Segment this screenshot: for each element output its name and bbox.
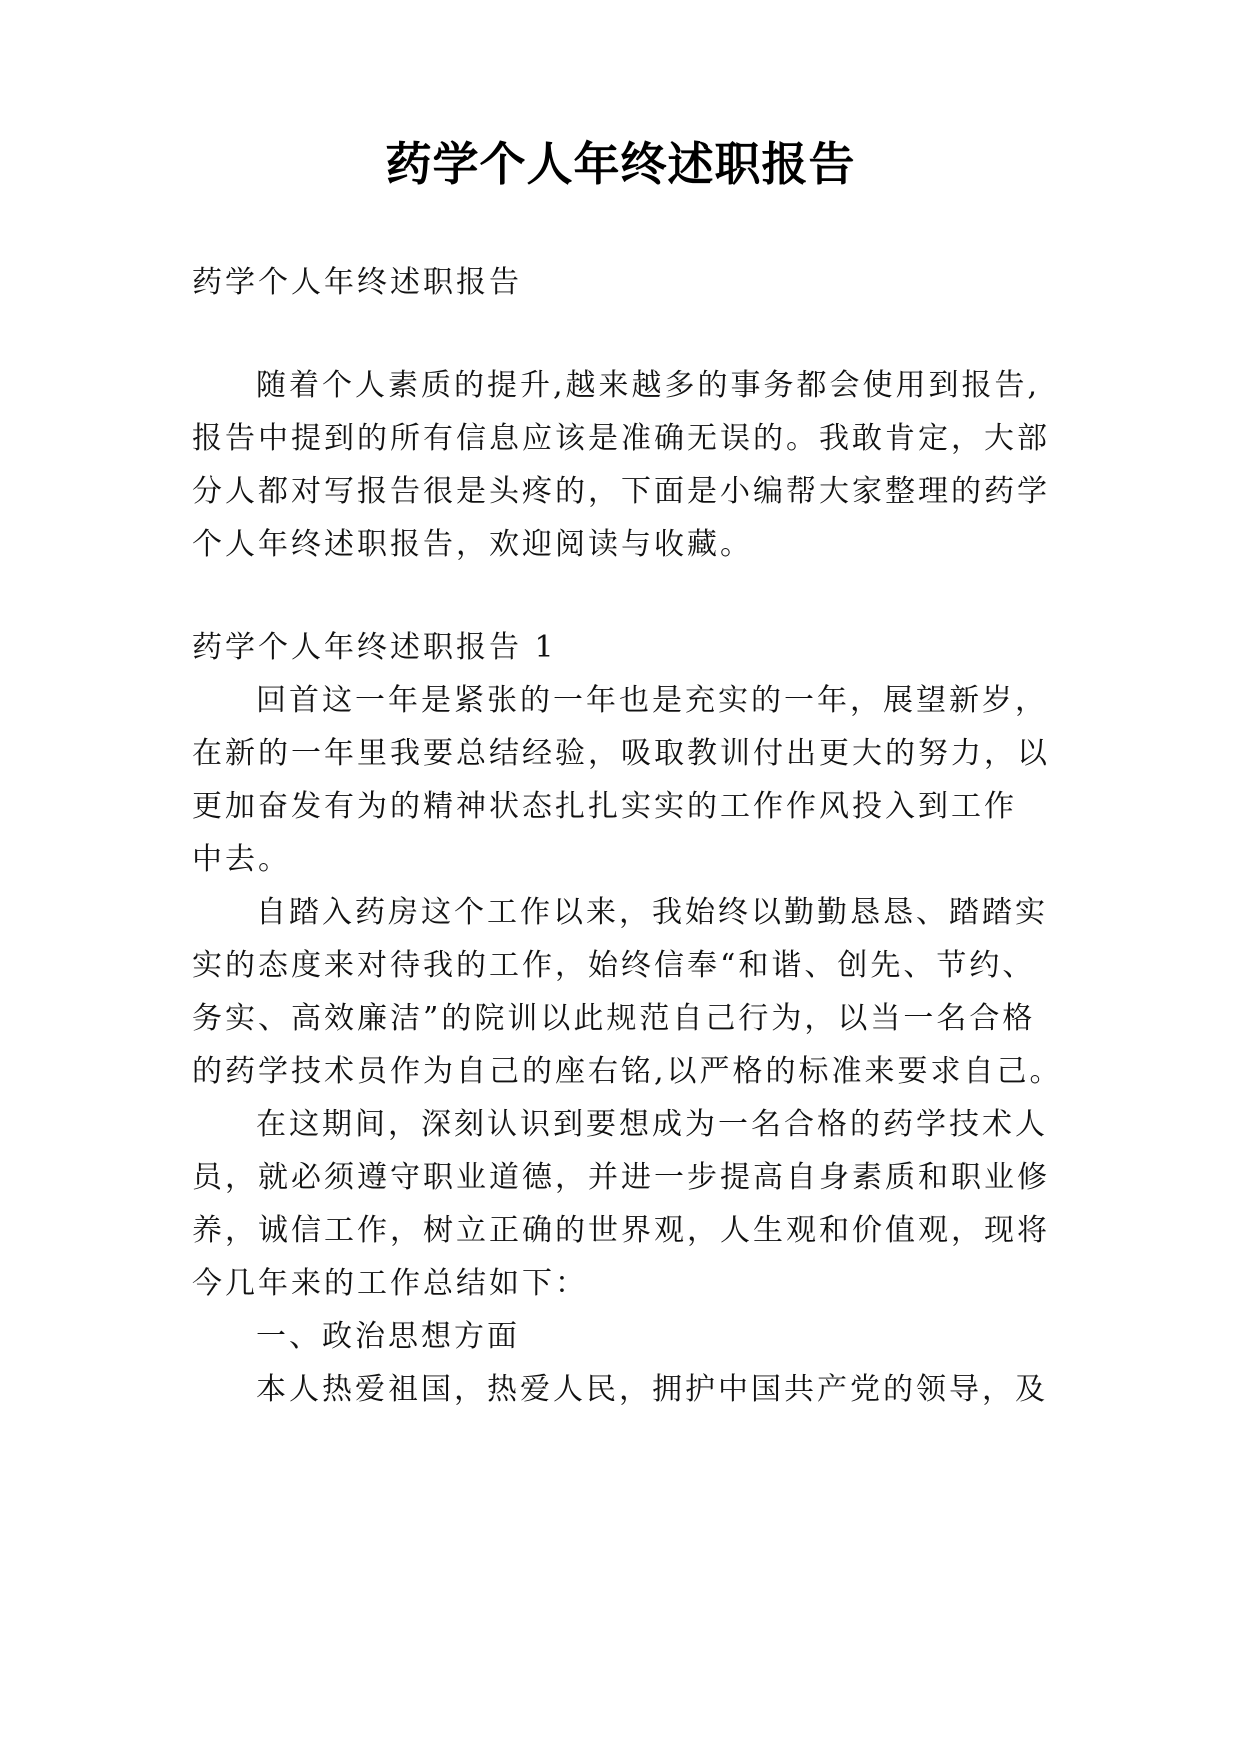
paragraph-line: 实的态度来对待我的工作，始终信奉“和谐、创先、节约、 [192,948,1036,983]
paragraph-line: 在新的一年里我要总结经验，吸取教训付出更大的努力，以 [192,736,1050,771]
paragraph-line: 更加奋发有为的精神状态扎扎实实的工作作风投入到工作 [192,789,1017,824]
subheading: 一、政治思想方面 [256,1319,520,1354]
paragraph-line: 员，就必须遵守职业道德，并进一步提高自身素质和职业修 [192,1160,1050,1195]
paragraph-line: 在这期间，深刻认识到要想成为一名合格的药学技术人 [256,1107,1048,1142]
intro-line: 报告中提到的所有信息应该是准确无误的。我敢肯定，大部 [192,421,1050,456]
document-subtitle: 药学个人年终述职报告 [192,265,522,300]
section-heading: 药学个人年终述职报告 1 [192,630,557,665]
paragraph-line: 务实、高效廉洁”的院训以此规范自己行为，以当一名合格 [192,1001,1036,1036]
paragraph-line: 养，诚信工作，树立正确的世界观，人生观和价值观，现将 [192,1213,1050,1248]
intro-line: 个人年终述职报告，欢迎阅读与收藏。 [192,527,753,562]
paragraph-line: 本人热爱祖国，热爱人民，拥护中国共产党的领导，及 [256,1372,1048,1407]
paragraph-line: 自踏入药房这个工作以来，我始终以勤勤恳恳、踏踏实 [256,895,1048,930]
intro-line: 分人都对写报告很是头疼的，下面是小编帮大家整理的药学 [192,474,1050,509]
intro-line: 随着个人素质的提升,越来越多的事务都会使用到报告, [256,368,1041,403]
paragraph-line: 的药学技术员作为自己的座右铭,以严格的标准来要求自己。 [192,1054,1063,1089]
document-title: 药学个人年终述职报告 [385,137,856,191]
paragraph-line: 回首这一年是紧张的一年也是充实的一年，展望新岁， [256,683,1048,718]
paragraph-line: 今几年来的工作总结如下： [192,1266,588,1301]
paragraph-line: 中去。 [192,842,291,877]
